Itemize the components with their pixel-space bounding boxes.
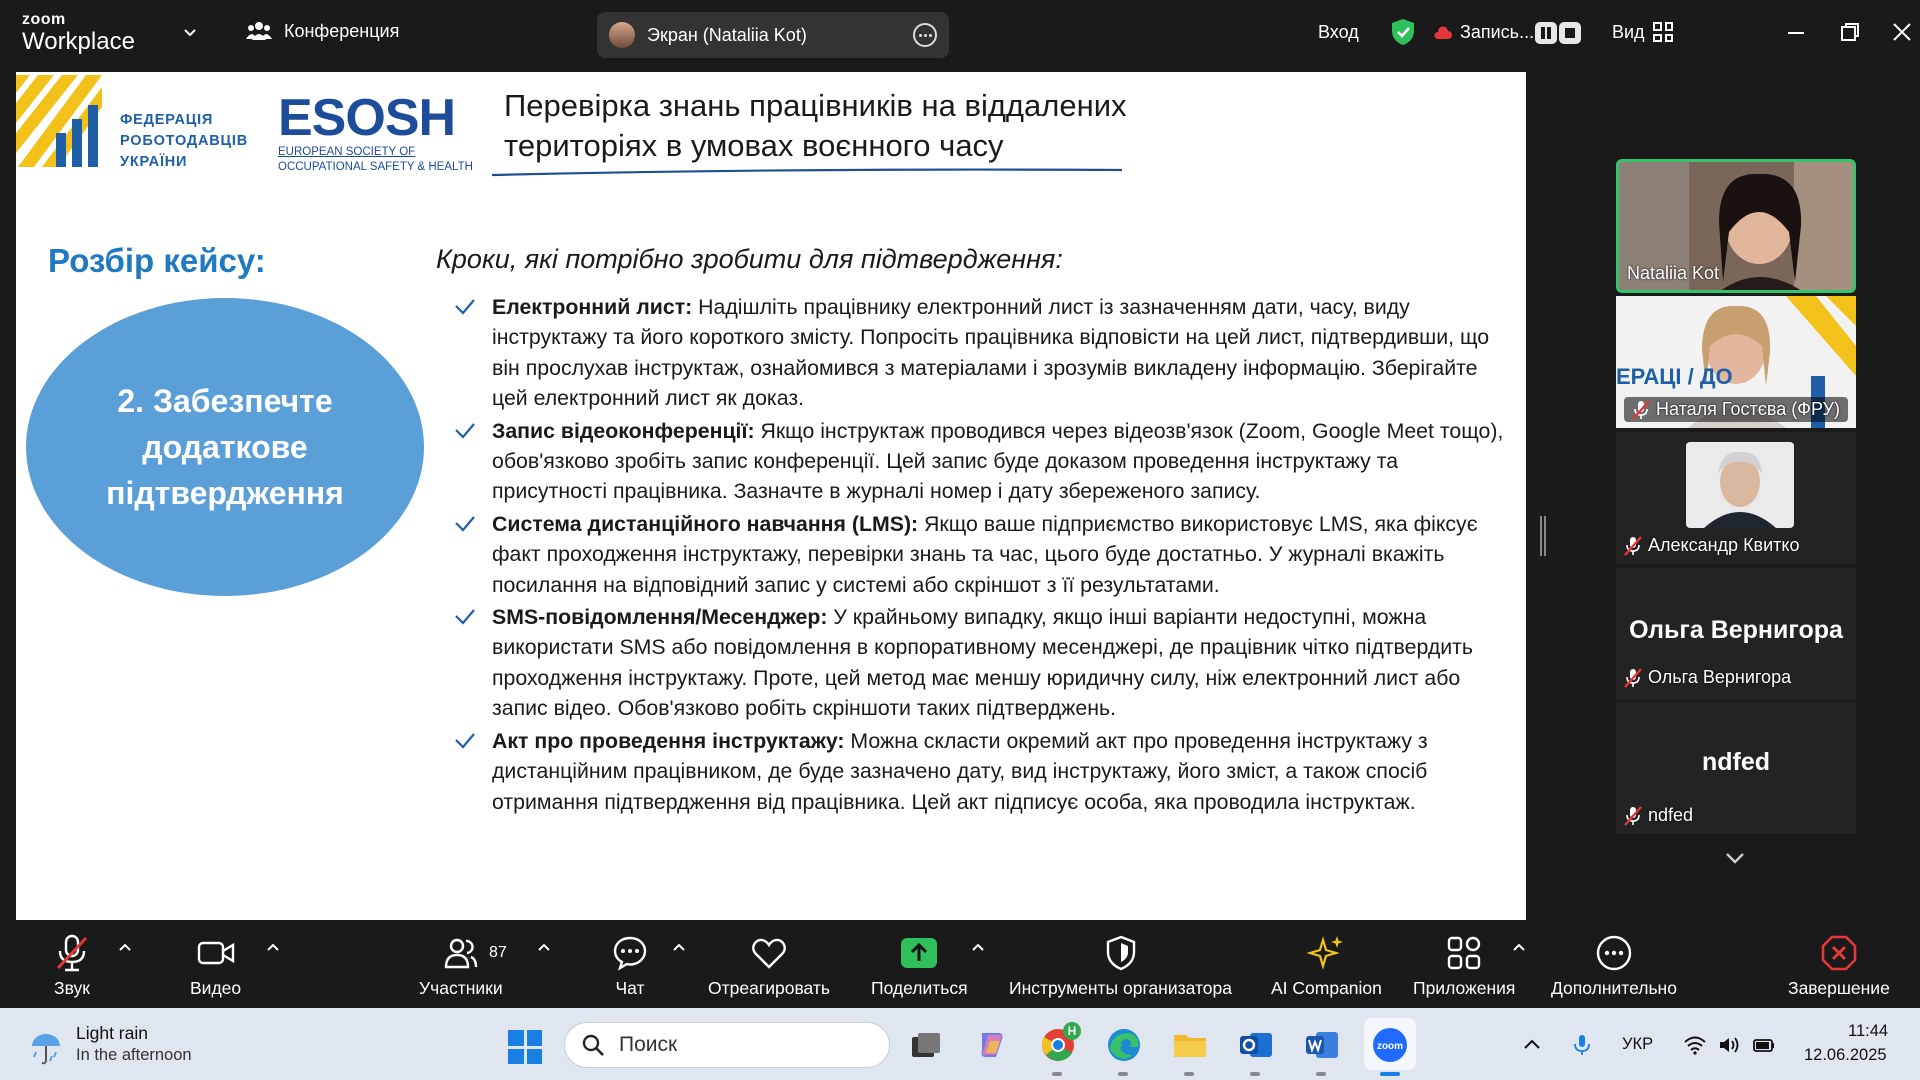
shield-icon xyxy=(1105,935,1137,971)
people-icon xyxy=(246,20,272,42)
step-title: Система дистанційного навчання (LMS): xyxy=(492,511,919,536)
more-options-icon[interactable] xyxy=(913,23,937,47)
list-item xyxy=(454,292,1514,414)
participants-count: 87 xyxy=(489,944,507,961)
view-button[interactable]: Вид xyxy=(1612,22,1645,42)
participant-name-text: Наталя Гостєва (ФРУ) xyxy=(1656,399,1840,419)
cloud-record-icon xyxy=(1434,26,1452,40)
running-indicator xyxy=(1316,1072,1326,1076)
apps-button[interactable] xyxy=(1413,922,1515,1008)
windows-taskbar xyxy=(0,1008,1920,1080)
step-text: У крайньому випадку, якщо інші варіанти недоступні, можна використати SMS або повідомлення в корпоративному месенджері, де працівник чітко підтвердить проходження інструктажу. Проте, цей метод має меншу юридичну силу, ніж електронний лист або запис відео. Обов'язково робіть скріншоти таких підтверджень. xyxy=(492,605,1473,721)
chevron-up-icon[interactable] xyxy=(1512,942,1526,952)
ai-companion-label: AI Companion xyxy=(1271,978,1382,998)
end-icon xyxy=(1821,935,1857,971)
steps-title: Кроки, які потрібно зробити для підтвердження: xyxy=(436,244,1063,274)
clock-time[interactable]: 11:44 xyxy=(1848,1022,1889,1040)
slide-title xyxy=(504,86,1127,166)
participant-display-name: Ольга Вернигора xyxy=(1629,616,1843,644)
checkmark-icon xyxy=(454,515,476,533)
end-meeting-button[interactable] xyxy=(1788,922,1890,1008)
recording-label[interactable]: Запись... xyxy=(1460,22,1535,42)
participant-name xyxy=(1624,535,1800,556)
federation-line-3: УКРАЇНИ xyxy=(120,154,188,170)
zoom-workplace-logo[interactable] xyxy=(22,12,135,54)
chevron-down-icon[interactable] xyxy=(183,26,197,40)
participant-name-text: Ольга Вернигора xyxy=(1648,667,1792,687)
copilot-icon[interactable] xyxy=(974,1027,1010,1063)
chevron-down-icon[interactable] xyxy=(1721,848,1749,868)
close-icon[interactable] xyxy=(1886,16,1918,48)
chevron-up-icon[interactable] xyxy=(971,942,985,952)
running-indicator xyxy=(1052,1072,1062,1076)
shared-slide xyxy=(16,72,1526,920)
participant-tile-active[interactable] xyxy=(1616,159,1856,293)
heart-icon xyxy=(751,937,787,969)
chevron-up-icon[interactable] xyxy=(672,942,686,952)
esosh-main: ESOSH xyxy=(278,89,456,147)
video-label: Видео xyxy=(190,978,242,998)
ellipse-text: 2. Забезпечте додаткове підтвердження xyxy=(106,383,344,511)
word-icon[interactable] xyxy=(1304,1027,1340,1063)
checkmark-icon xyxy=(454,608,476,626)
svg-text:zoom: zoom xyxy=(1376,1041,1404,1052)
top-bar xyxy=(0,0,1920,68)
brand-name: Workplace xyxy=(22,28,135,55)
mic-muted-icon xyxy=(1624,806,1642,826)
host-tools-button[interactable] xyxy=(1009,922,1232,1008)
list-item xyxy=(454,602,1514,724)
windows-start-icon[interactable] xyxy=(508,1030,542,1064)
participant-display-name: ndfed xyxy=(1701,748,1771,776)
mic-muted-icon xyxy=(1624,668,1642,688)
list-item xyxy=(454,416,1514,507)
running-indicator xyxy=(1184,1072,1194,1076)
sparkle-icon xyxy=(1307,934,1345,972)
minimize-icon[interactable] xyxy=(1780,16,1812,48)
more-icon xyxy=(1596,935,1632,971)
chrome-profile-badge: H xyxy=(1063,1022,1081,1040)
avatar xyxy=(609,22,635,48)
chevron-up-icon[interactable] xyxy=(537,942,551,952)
mic-muted-icon xyxy=(54,934,90,972)
apps-label: Приложения xyxy=(1413,978,1516,998)
participant-tile[interactable] xyxy=(1616,568,1856,700)
step-text: Якщо ваше підприємство використовує LMS, яка фіксує факт проходження інструктажу, перевірки знань та час, цього буде достатньо. У журналі вкажіть посилання на відповідний запис у системі або скріншот з її результатами. xyxy=(492,511,1478,597)
conference-label: Конференция xyxy=(284,20,400,41)
participants-label: Участники xyxy=(419,978,503,998)
participant-name xyxy=(1624,397,1848,422)
host-tools-label: Инструменты организатора xyxy=(1009,978,1233,998)
federation-logo-icon xyxy=(16,75,106,167)
chat-label: Чат xyxy=(615,978,645,998)
federation-line-2: РОБОТОДАВЦІВ xyxy=(120,133,249,149)
case-heading: Розбір кейсу: xyxy=(48,242,266,279)
outlook-icon[interactable] xyxy=(1238,1027,1274,1063)
brand-top: zoom xyxy=(22,11,66,28)
file-explorer-icon[interactable] xyxy=(1172,1027,1208,1063)
pause-recording-button[interactable] xyxy=(1535,22,1557,44)
participant-name xyxy=(1624,805,1693,826)
conference-button[interactable] xyxy=(246,20,399,42)
search-icon xyxy=(581,1033,605,1057)
slide-title-line-1: Перевірка знань працівників на віддалених xyxy=(504,88,1127,123)
more-label: Дополнительно xyxy=(1551,978,1677,998)
react-label: Отреагировать xyxy=(708,978,831,998)
window-controls xyxy=(1780,12,1920,52)
microphone-icon[interactable] xyxy=(1570,1034,1594,1056)
checkmark-icon xyxy=(454,732,476,750)
step-title: Електронний лист: xyxy=(492,295,693,319)
weather-subtitle: In the afternoon xyxy=(76,1046,192,1064)
wifi-icon[interactable] xyxy=(1683,1034,1707,1056)
share-screen-icon xyxy=(900,937,938,969)
grid-view-icon[interactable] xyxy=(1653,22,1673,42)
react-button[interactable] xyxy=(708,922,830,1008)
search-input[interactable] xyxy=(564,1022,890,1068)
language-indicator[interactable]: УКР xyxy=(1622,1035,1654,1053)
checkmark-icon xyxy=(454,422,476,440)
steps-list xyxy=(454,292,1514,819)
participant-tile[interactable] xyxy=(1616,432,1856,564)
stop-recording-button[interactable] xyxy=(1559,22,1581,44)
federation-line-1: ФЕДЕРАЦІЯ xyxy=(120,112,214,128)
federation-name xyxy=(120,110,248,173)
chevron-up-icon[interactable] xyxy=(1520,1034,1544,1056)
step-text: Якщо інструктаж проводився через відеозв'язок (Zoom, Google Meet тощо), обов'язково зробіть запис конференції. Цей запис буде доказом проведення інструктажу та присутності працівника. Зазначте в журналі номер і дату збереженого запису. xyxy=(492,418,1504,504)
clock-date[interactable]: 12.06.2025 xyxy=(1804,1046,1887,1064)
avatar xyxy=(1686,442,1794,528)
participant-name-text: Александр Квитко xyxy=(1648,535,1800,555)
meeting-toolbar xyxy=(0,922,1920,1008)
more-button[interactable] xyxy=(1551,922,1677,1008)
title-underline xyxy=(492,166,1122,178)
end-label: Завершение xyxy=(1788,978,1890,998)
restore-icon[interactable] xyxy=(1834,16,1866,48)
login-button[interactable]: Вход xyxy=(1318,22,1359,42)
battery-icon[interactable] xyxy=(1752,1034,1776,1056)
active-indicator xyxy=(1380,1072,1400,1076)
mic-muted-icon xyxy=(1624,536,1642,556)
audio-button[interactable] xyxy=(52,922,92,1008)
shield-check-icon[interactable] xyxy=(1390,18,1416,46)
step-title: Акт про проведення інструктажу: xyxy=(492,728,845,753)
chat-button[interactable] xyxy=(610,922,650,1008)
weather-rain-icon[interactable] xyxy=(28,1030,64,1066)
list-item xyxy=(454,509,1514,600)
background-text: ЕРАЦІ / ДО xyxy=(1616,364,1733,389)
participant-name-text: Nataliia Kot xyxy=(1627,263,1720,283)
step-ellipse xyxy=(26,298,424,596)
mic-muted-icon xyxy=(1632,400,1650,420)
slide-title-line-2: територіях в умовах воєнного часу xyxy=(504,128,1004,163)
ai-companion-button[interactable] xyxy=(1271,922,1382,1008)
share-button[interactable] xyxy=(871,922,968,1008)
audio-label: Звук xyxy=(54,978,90,998)
chevron-up-icon[interactable] xyxy=(266,942,280,952)
participant-tile[interactable] xyxy=(1616,296,1856,428)
weather-title[interactable]: Light rain xyxy=(76,1023,148,1043)
chat-icon xyxy=(612,935,648,971)
esosh-logo xyxy=(278,89,473,174)
running-indicator xyxy=(1118,1072,1128,1076)
volume-icon[interactable] xyxy=(1718,1034,1742,1056)
screen-share-indicator[interactable] xyxy=(597,12,949,58)
chevron-up-icon[interactable] xyxy=(118,942,132,952)
participant-tile[interactable] xyxy=(1616,702,1856,834)
esosh-sub-1: EUROPEAN SOCIETY OF xyxy=(278,146,416,158)
step-text: Надішліть працівнику електронний лист із зазначенням дати, часу, виду інструктажу та його короткого змісту. Попросіть працівника відповісти на цей лист, підтвердивши, що він прослухав інструктаж, ознайомився з матеріалами і зрозумів викладену інформацію. Зберігайте цей електронний лист як доказ. xyxy=(492,295,1490,411)
zoom-app-icon[interactable] xyxy=(1372,1027,1408,1063)
step-title: Запис відеоконференції: xyxy=(492,418,755,443)
share-label: Поделиться xyxy=(871,978,968,998)
esosh-sub-2: OCCUPATIONAL SAFETY & HEALTH xyxy=(278,161,473,173)
step-text: Можна скласти окремий акт про проведення інструктажу з дистанційним працівником, де буде зазначено дату, вид інструктажу, його зміст, а також спосіб отримання підтвердження від працівника. Цей акт підписує особа, яка проводила інструктаж. xyxy=(492,728,1428,814)
participant-name xyxy=(1624,667,1791,688)
running-indicator xyxy=(1250,1072,1260,1076)
search-placeholder: Поиск xyxy=(619,1033,678,1056)
participant-name-text: ndfed xyxy=(1648,805,1694,825)
participants-icon xyxy=(443,937,479,969)
panel-resize-handle[interactable] xyxy=(1540,516,1546,556)
checkmark-icon xyxy=(454,298,476,316)
apps-icon xyxy=(1446,935,1482,971)
video-button[interactable] xyxy=(190,922,241,1008)
video-camera-icon xyxy=(197,939,235,967)
screen-share-label: Экран (Nataliia Kot) xyxy=(647,24,807,45)
participants-button[interactable] xyxy=(419,922,503,1008)
task-view-icon[interactable] xyxy=(908,1027,944,1063)
edge-icon[interactable] xyxy=(1106,1027,1142,1063)
step-title: SMS-повідомлення/Месенджер: xyxy=(492,605,828,630)
participant-name xyxy=(1627,263,1719,284)
list-item xyxy=(454,726,1514,817)
